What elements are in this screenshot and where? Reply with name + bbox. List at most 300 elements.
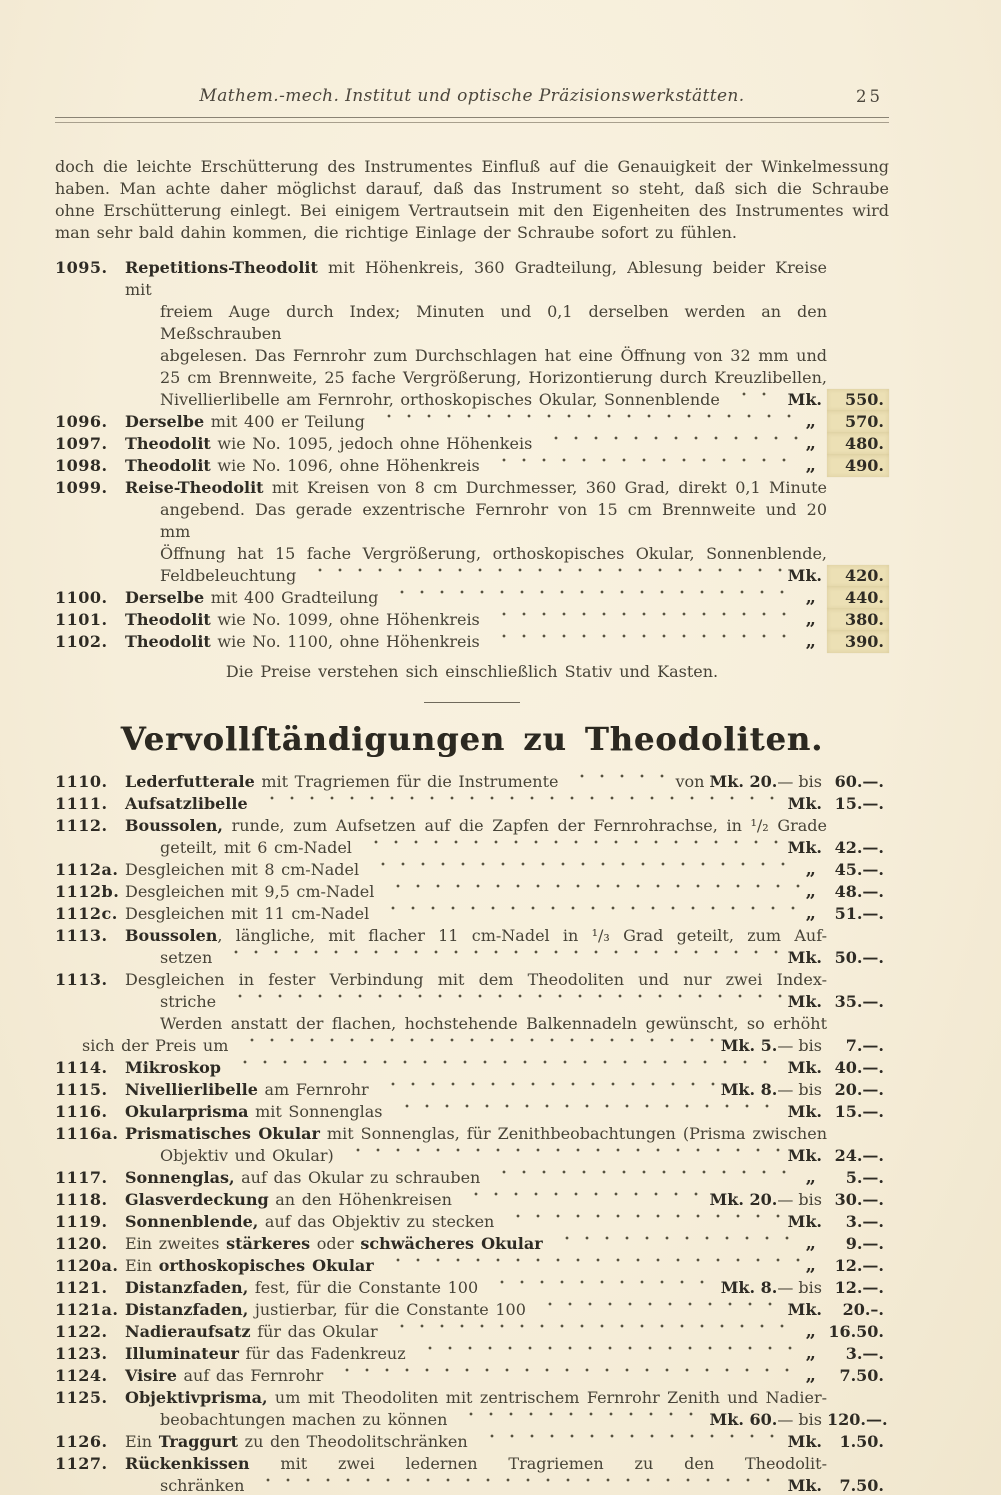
text-segment: Mk. 60. [709,1410,778,1429]
item-text [125,1057,221,1079]
text-segment: Desgleichen mit 9,5 cm-Nadel [125,882,375,901]
currency-mark [788,837,827,859]
currency-mark [675,771,827,793]
dot-leader [238,1035,714,1057]
currency-mark [788,565,827,587]
item-number: 1121. [55,1278,108,1297]
currency-mark [710,1189,827,1211]
header-rule [55,117,889,123]
item-text [125,881,374,903]
item-text [125,367,827,389]
currency-mark [788,1475,827,1495]
item-text [125,565,296,587]
item-price: 35.—. [834,992,884,1011]
item-text [125,1013,827,1035]
dot-leader [333,1365,799,1387]
ditto-mark: „ [805,859,816,880]
item-price: 50.—. [834,948,884,967]
item-price: 5.—. [845,1168,884,1187]
catalog-line [55,1475,889,1495]
item-text [125,1409,447,1431]
text-segment: Mk. [787,1300,822,1319]
text-segment: Mikroskop [125,1058,221,1077]
item-text [125,411,365,433]
item-price: 12.—. [834,1278,884,1297]
currency-mark [806,1233,827,1255]
dot-leader [490,609,800,631]
item-text [125,477,827,499]
text-segment: justierbar, für die Constante 100 [248,1300,526,1319]
item-text [125,609,480,631]
catalog-line [55,1079,889,1101]
ditto-mark: „ [805,1365,816,1386]
item-text [125,947,212,969]
intro-paragraph [55,156,889,244]
catalog-line [55,1233,889,1255]
item-number: 1097. [55,434,108,453]
text-segment: Okularprisma [125,1102,249,1121]
catalog-line [55,301,889,345]
dot-leader [384,1255,800,1277]
item-text [125,1167,480,1189]
currency-mark [806,433,827,455]
item-text [125,433,532,455]
catalog-line [55,477,889,499]
item-price: 480. [827,433,889,455]
item-price: 42.—. [834,838,884,857]
text-segment: striche [160,992,217,1011]
text-segment: Nadieraufsatz [125,1322,251,1341]
currency-mark [806,631,827,653]
catalog-line [55,609,889,631]
item-text [125,815,827,837]
catalog-line [55,1409,889,1431]
currency-mark [788,1145,827,1167]
text-segment: Aufsatzlibelle [125,794,248,813]
item-text [125,1277,478,1299]
catalog-line [55,771,889,793]
item-number: 1112c. [55,904,118,923]
text-segment: mit Höhenkreis, 360 Gradteilung, Ablesung beider Kreise mit [125,258,827,299]
ditto-mark: „ [805,1343,816,1364]
item-price: 120.—. [827,1410,888,1429]
item-text [125,1255,374,1277]
item-text [125,1431,468,1453]
text-segment: für das Okular [250,1322,378,1341]
item-price: 3.—. [845,1344,884,1363]
catalog-line [55,389,889,411]
text-segment: mit Sonnenglas [248,1102,383,1121]
dot-leader [488,1277,715,1299]
catalog-line [55,1277,889,1299]
item-price: 7.—. [845,1036,884,1055]
text-segment: am Fernrohr [257,1080,369,1099]
text-segment: mit 400 Gradteilung [204,588,379,607]
item-number: 1100. [55,588,108,607]
item-number: 1095. [55,258,108,277]
text-segment: runde, zum Aufsetzen auf die Zapfen der Fernrohrachse, in ¹/₂ Grade [222,816,827,835]
text-segment: Mk. [787,1212,822,1231]
currency-mark [806,1321,827,1343]
item-number: 1124. [55,1366,108,1385]
catalog-line [55,1365,889,1387]
text-segment: Objektiv und Okular) [160,1146,334,1165]
text-segment: wie No. 1095, jedoch ohne Höhenkeis [210,434,533,453]
item-text [125,1475,244,1495]
text-segment: mit zwei ledernen Tragriemen zu den Theodolit- [249,1454,827,1473]
catalog-line [55,859,889,881]
intro-line: ohne Erschütterung einlegt. Bei einigem Vertrautsein mit den Eigenheiten des Instrumentes wird [55,201,889,220]
text-segment: schränken [160,1476,245,1495]
intro-line: man sehr bald dahin kommen, die richtige Einlage der Schraube sofort zu fühlen. [55,223,737,242]
text-segment: Boussolen [125,926,218,945]
dot-leader [379,903,799,925]
text-segment: Distanzfaden, [125,1278,249,1297]
dot-leader [457,1409,703,1431]
catalog-line [55,1211,889,1233]
item-number: 1112b. [55,882,120,901]
item-text [125,631,480,653]
catalog-line [55,345,889,367]
text-segment: zu den Theodolitschränken [238,1432,468,1451]
ditto-mark: „ [805,587,816,608]
text-segment: Nivellierlibelle am Fernrohr, orthoskopisches Okular, Sonnenblende [160,390,720,409]
item-number: 1099. [55,478,108,497]
currency-mark [788,1299,827,1321]
dot-leader [536,1299,782,1321]
text-segment: Derselbe [125,412,205,431]
section-heading: Vervollſtändigungen zu Theodoliten. [120,720,824,758]
ditto-mark: „ [805,1321,816,1342]
item-price: 45.—. [834,860,884,879]
item-price: 1.50. [839,1432,884,1451]
item-number: 1098. [55,456,108,475]
item-price: 3.—. [845,1212,884,1231]
intro-line: doch die leichte Erschütterung des Instrumentes Einfluß auf die Genauigkeit der Winkelmessung [55,157,889,176]
text-segment: wie No. 1100, ohne Höhenkreis [210,632,480,651]
dot-leader [384,881,799,903]
item-text [125,925,827,947]
catalog-line [55,991,889,1013]
text-segment: um mit Theodoliten mit zentrischem Fernrohr Zenith und Nadier- [267,1388,827,1407]
item-number: 1117. [55,1168,108,1187]
item-price: 24.—. [834,1146,884,1165]
text-segment: Ein [125,1256,159,1275]
ditto-mark: „ [805,1255,816,1276]
item-number: 1116a. [55,1124,119,1143]
item-text [125,1453,827,1475]
item-number: 1112a. [55,860,119,879]
text-segment: Mk. 20. [709,772,778,791]
item-text [55,1035,228,1057]
item-price: 12.—. [834,1256,884,1275]
item-text [125,455,480,477]
item-number: 1123. [55,1344,108,1363]
text-segment: Visire [125,1366,177,1385]
dot-leader [254,1475,781,1495]
text-segment: orthoskopisches Okular [158,1256,374,1275]
catalog-line [55,1321,889,1343]
item-text [125,1343,406,1365]
catalog-line [55,837,889,859]
text-segment: fest, für die Constante 100 [248,1278,479,1297]
text-segment: Mk. [787,992,822,1011]
catalog-line [55,257,889,301]
text-segment: beobachtungen machen zu können [160,1410,448,1429]
item-number: 1126. [55,1432,108,1451]
dot-leader [226,991,781,1013]
text-segment: stärkeres [226,1234,311,1253]
text-segment: angebend. Das gerade exzentrische Fernrohr von 15 cm Brennweite und 20 mm [160,500,827,541]
text-segment: setzen [160,948,213,967]
text-segment: Mk. [787,838,822,857]
item-number: 1111. [55,794,108,813]
currency-mark [806,1365,827,1387]
item-number: 1112. [55,816,108,835]
text-segment: oder [310,1234,361,1253]
text-segment: Mk. [787,390,822,409]
text-segment: Theodolit [125,632,211,651]
item-text [125,1211,494,1233]
text-segment: Mk. [787,1432,822,1451]
dot-leader [369,859,800,881]
item-text [125,771,558,793]
dot-leader [393,1101,782,1123]
page-number: 25 [856,87,883,106]
text-segment: sich der Preis um [82,1036,229,1055]
text-segment: bis [798,1190,822,1209]
item-text [125,1299,526,1321]
currency-mark [806,1167,827,1189]
text-segment: Mk. [787,794,822,813]
text-segment: Mk. 8. [720,1278,778,1297]
text-segment: Desgleichen mit 8 cm-Nadel [125,860,360,879]
ditto-mark: „ [805,1167,816,1188]
text-segment: — [777,1190,799,1209]
dot-leader [478,1431,782,1453]
theodolite-price-list [55,257,889,653]
price-note: Die Preise verstehen sich einschließlich Stativ und Kasten. [225,662,719,681]
text-segment: mit Tragriemen für die Instrumente [254,772,559,791]
dot-leader [388,587,799,609]
catalog-line [55,499,889,543]
currency-mark [788,1431,827,1453]
currency-mark [721,1035,827,1057]
item-number: 1127. [55,1454,108,1473]
text-segment: Derselbe [125,588,205,607]
item-number: 1120. [55,1234,108,1253]
currency-mark [806,903,827,925]
item-price: 40.—. [834,1058,884,1077]
dot-leader [462,1189,704,1211]
text-segment: freiem Auge durch Index; Minuten und 0,1 derselben werden an den Meßschrauben [160,302,827,343]
item-text [125,1321,378,1343]
text-segment: bis [798,1278,822,1297]
currency-mark [806,455,827,477]
section-divider [424,702,520,703]
item-price: 51.—. [834,904,884,923]
ditto-mark: „ [805,433,816,454]
item-price: 20.—. [834,1080,884,1099]
text-segment: Sonnenblende, [125,1212,259,1231]
item-price: 570. [827,411,889,433]
currency-mark [710,1409,827,1431]
item-price: 30.—. [834,1190,884,1209]
currency-mark [806,609,827,631]
dot-leader [730,389,782,411]
item-text [125,969,827,991]
text-segment: Öffnung hat 15 fache Vergrößerung, orthoskopisches Okular, Sonnenblende, [160,544,827,563]
text-segment: geteilt, mit 6 cm-Nadel [160,838,352,857]
item-price: 7.50. [839,1366,884,1385]
currency-mark [788,1057,827,1079]
item-price: 7.50. [839,1476,884,1495]
text-segment: — [777,1410,799,1429]
text-segment: wie No. 1096, ohne Höhenkreis [210,456,480,475]
catalog-line [55,1343,889,1365]
currency-mark [788,991,827,1013]
text-segment: — [777,1036,799,1055]
catalog-line [55,815,889,837]
item-number: 1110. [55,772,108,791]
item-text [125,1365,323,1387]
text-segment: Illuminateur [125,1344,239,1363]
item-price: 16.50. [828,1322,884,1341]
text-segment: Rückenkissen [125,1454,250,1473]
text-segment: Repetitions-Theodolit [125,258,318,277]
item-text [125,1123,827,1145]
item-text [125,389,720,411]
catalog-line [55,1101,889,1123]
text-segment: mit Sonnenglas, für Zenithbeobachtungen (Prisma zwischen [319,1124,827,1143]
item-price: 15.—. [834,1102,884,1121]
item-text [125,859,359,881]
item-text [125,903,369,925]
text-segment: schwächeres Okular [360,1234,543,1253]
dot-leader [568,771,669,793]
item-text [125,793,248,815]
currency-mark [788,389,827,411]
text-segment: Mk. 5. [720,1036,778,1055]
currency-mark [788,1211,827,1233]
text-segment: Boussolen, [125,816,223,835]
item-price: 9.—. [845,1234,884,1253]
text-segment: bis [798,1410,822,1429]
text-segment: abgelesen. Das Fernrohr zum Durchschlagen hat eine Öffnung von 32 mm und [160,346,827,365]
dot-leader [344,1145,782,1167]
dot-leader [542,433,799,455]
text-segment: bis [798,772,822,791]
dot-leader [553,1233,800,1255]
item-text [125,257,827,301]
item-number: 1102. [55,632,108,651]
item-price: 390. [827,631,889,653]
text-segment: auf das Objektiv zu stecken [258,1212,495,1231]
item-price: 550. [827,389,889,411]
dot-leader [379,1079,715,1101]
text-segment: — [777,1080,799,1099]
currency-mark [788,1101,827,1123]
item-price: 490. [827,455,889,477]
currency-mark [806,881,827,903]
item-text [125,837,352,859]
item-number: 1118. [55,1190,108,1209]
text-segment: Distanzfaden, [125,1300,249,1319]
text-segment: — [777,772,799,791]
text-segment: Ein zweites [125,1234,227,1253]
catalog-line [55,1299,889,1321]
item-price: 420. [827,565,889,587]
dot-leader [490,631,800,653]
catalog-line [55,367,889,389]
catalog-line [55,947,889,969]
item-price: 20.–. [842,1300,884,1319]
catalog-line [55,1453,889,1475]
text-segment: Theodolit [125,434,211,453]
item-number: 1121a. [55,1300,119,1319]
ditto-mark: „ [805,411,816,432]
ditto-mark: „ [805,1233,816,1254]
catalog-line [55,793,889,815]
catalog-line [55,969,889,991]
text-segment: Mk. 20. [709,1190,778,1209]
item-number: 1096. [55,412,108,431]
currency-mark [806,1343,827,1365]
currency-mark [806,587,827,609]
dot-leader [490,455,800,477]
text-segment: Desgleichen in fester Verbindung mit dem Theodoliten und nur zwei Index- [125,970,827,989]
text-segment: für das Fadenkreuz [238,1344,406,1363]
catalog-line [55,565,889,587]
currency-mark [788,947,827,969]
catalog-line [55,631,889,653]
accessories-price-list [55,771,889,1495]
text-segment: — [777,1278,799,1297]
item-text [125,1145,334,1167]
dot-leader [362,837,782,859]
item-price: 440. [827,587,889,609]
item-price: 48.—. [834,882,884,901]
text-segment: Mk. [787,1102,822,1121]
catalog-line [55,903,889,925]
intro-line: haben. Man achte daher möglichst darauf, daß das Instrument so steht, daß sich die Schraube [55,179,889,198]
catalog-line [55,455,889,477]
catalog-line [55,411,889,433]
catalog-line [55,1189,889,1211]
item-number: 1116. [55,1102,108,1121]
item-text [125,1387,827,1409]
item-text [125,1189,452,1211]
item-text [125,1079,369,1101]
dot-leader [416,1343,800,1365]
text-segment: mit 400 er Teilung [204,412,365,431]
item-text [125,1101,383,1123]
catalog-line [55,1123,889,1145]
page-header [55,86,889,110]
text-segment: Ein [125,1432,159,1451]
item-number: 1114. [55,1058,108,1077]
dot-leader [375,411,800,433]
item-text [125,587,378,609]
ditto-mark: „ [805,455,816,476]
text-segment: bis [798,1036,822,1055]
text-segment: Theodolit [125,610,211,629]
currency-mark [806,1255,827,1277]
catalog-line [55,1035,889,1057]
item-number: 1122. [55,1322,108,1341]
running-title: Mathem.-mech. Institut und optische Präzisionswerkstätten. [199,86,745,106]
item-number: 1113. [55,970,108,989]
